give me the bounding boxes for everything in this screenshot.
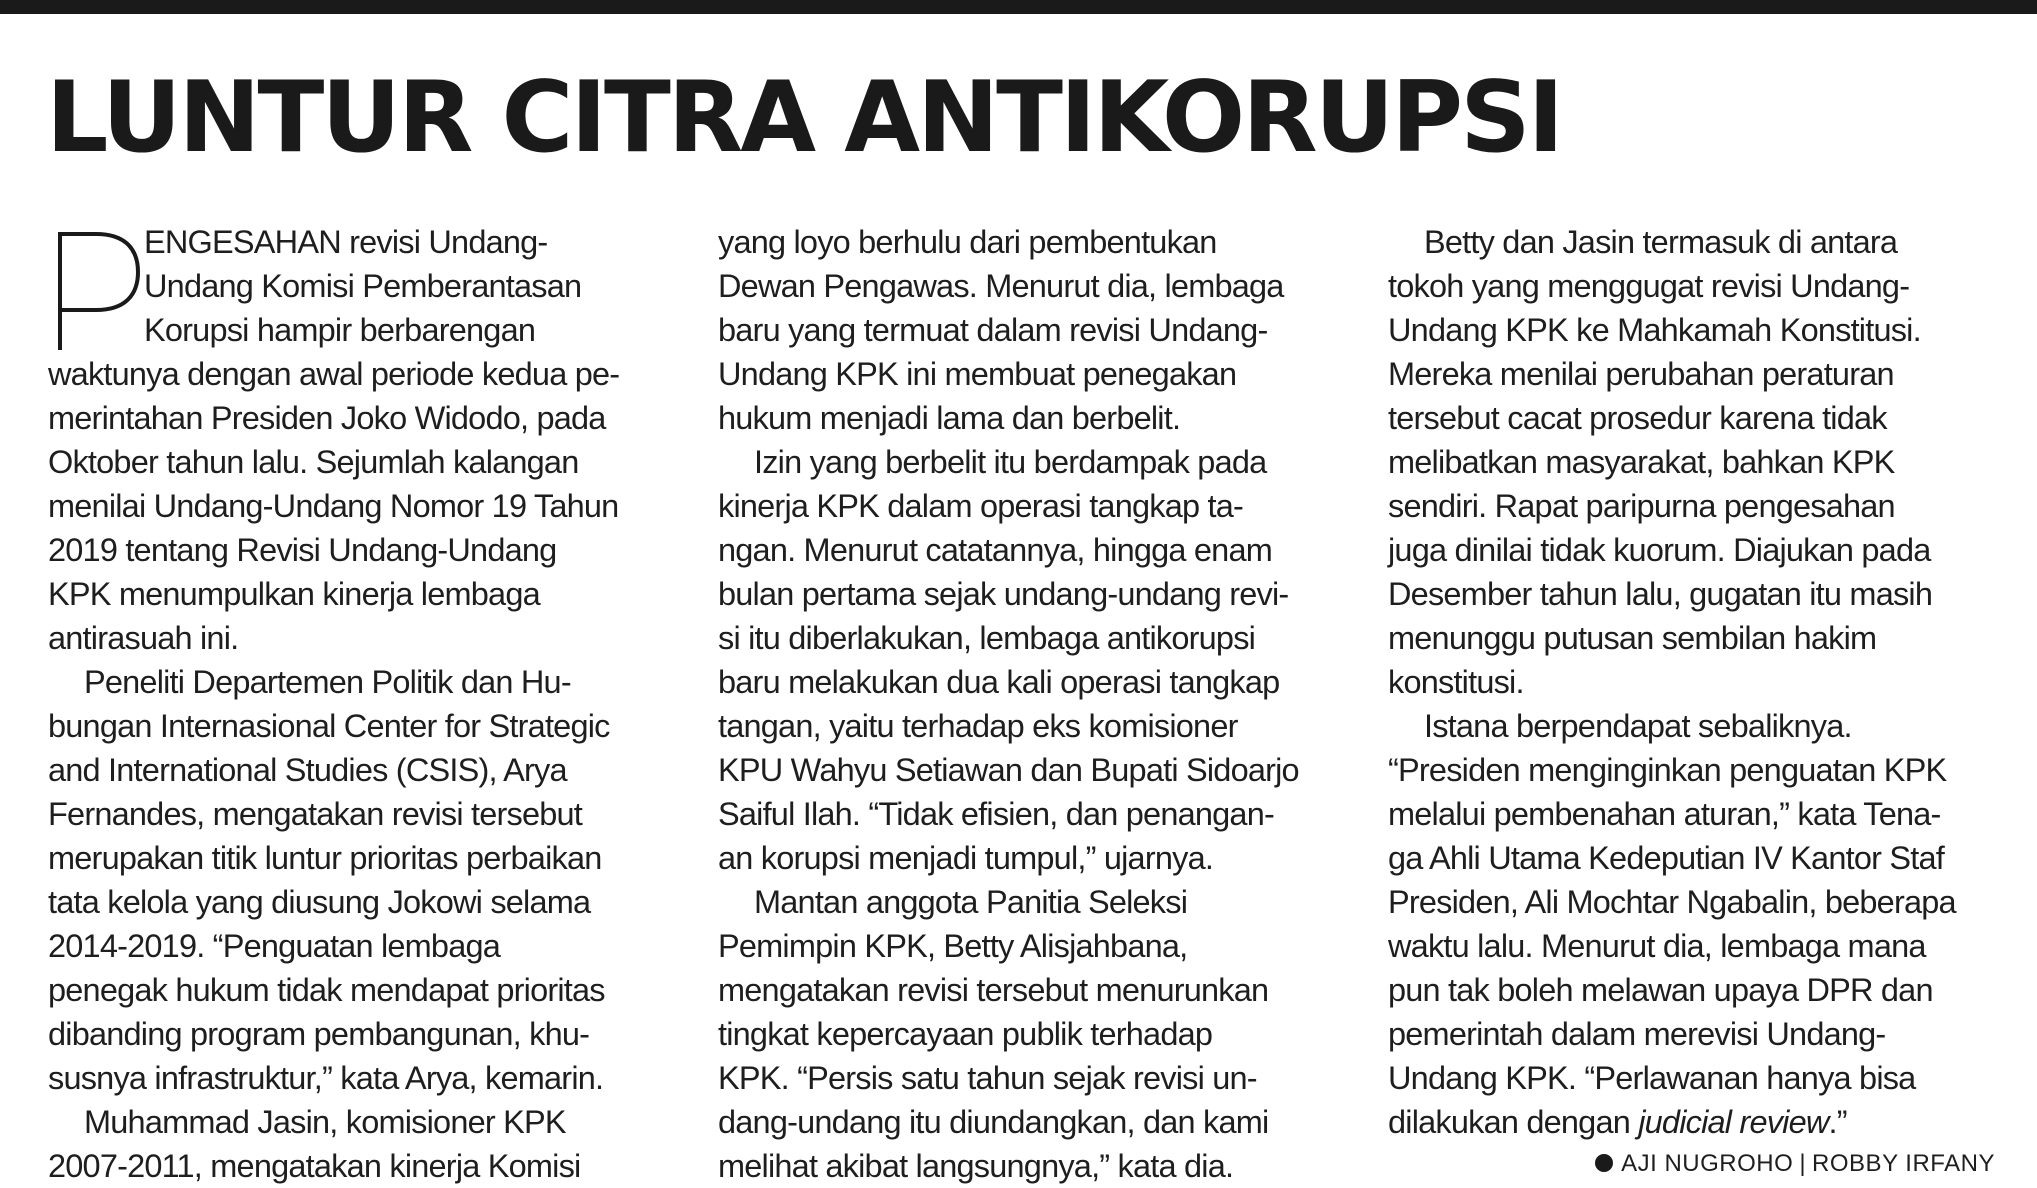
text-line: baru yang termuat dalam revisi Undang- — [718, 312, 1268, 348]
text-line: baru melakukan dua kali operasi tangkap — [718, 664, 1280, 700]
text-line: hukum menjadi lama dan berbelit. — [718, 400, 1181, 436]
text-line: bungan Internasional Center for Strategic — [48, 708, 610, 744]
text-line: Undang Komisi Pemberantasan — [144, 268, 582, 304]
text-line: mengatakan revisi tersebut menurunkan — [718, 972, 1269, 1008]
text-line: 2007-2011, mengatakan kinerja Komisi — [48, 1148, 581, 1184]
text-line: KPU Wahyu Setiawan dan Bupati Sidoarjo — [718, 752, 1299, 788]
text-line: 2014-2019. “Penguatan lembaga — [48, 928, 501, 964]
text-line: antirasuah ini. — [48, 620, 239, 656]
text-line: Peneliti Departemen Politik dan Hu- — [84, 664, 571, 700]
text-line: pemerintah dalam merevisi Undang- — [1388, 1016, 1886, 1052]
text-line: Undang KPK. “Perlawanan hanya bisa — [1388, 1060, 1916, 1096]
text-line: Oktober tahun lalu. Sejumlah kalangan — [48, 444, 579, 480]
text-line: an korupsi menjadi tumpul,” ujarnya. — [718, 840, 1214, 876]
text-line: menilai Undang-Undang Nomor 19 Tahun — [48, 488, 619, 524]
byline-separator: | — [1799, 1150, 1807, 1177]
article-column-1 — [48, 220, 668, 1188]
text-line: kinerja KPK dalam operasi tangkap ta- — [718, 488, 1244, 524]
text-line: Muhammad Jasin, komisioner KPK — [84, 1104, 566, 1140]
text-line — [1388, 1100, 1993, 1144]
text-line: konstitusi. — [1388, 664, 1524, 700]
text-line: and International Studies (CSIS), Arya — [48, 752, 567, 788]
text-line: merintahan Presiden Joko Widodo, pada — [48, 400, 606, 436]
text-line: Undang KPK ke Mahkamah Konstitusi. — [1388, 312, 1921, 348]
text-line: tangan, yaitu terhadap eks komisioner — [718, 708, 1238, 744]
text-line: melihat akibat langsungnya,” kata dia. — [718, 1148, 1234, 1184]
text-line: KPK menumpulkan kinerja lembaga — [48, 576, 540, 612]
text-line: Pemimpin KPK, Betty Alisjahbana, — [718, 928, 1188, 964]
text-line: Fernandes, mengatakan revisi tersebut — [48, 796, 583, 832]
top-rule — [0, 0, 2037, 14]
text-segment: dilakukan dengan — [1388, 1104, 1639, 1140]
text-line: Izin yang berbelit itu berdampak pada — [754, 444, 1267, 480]
text-segment: .” — [1828, 1104, 1847, 1140]
article-column-3 — [1388, 220, 1993, 1144]
text-line: dibanding program pembangunan, khu- — [48, 1016, 590, 1052]
text-line: pun tak boleh melawan upaya DPR dan — [1388, 972, 1933, 1008]
text-line: sendiri. Rapat paripurna pengesahan — [1388, 488, 1895, 524]
text-line: juga dinilai tidak kuorum. Diajukan pada — [1388, 532, 1931, 568]
text-line: ga Ahli Utama Kedeputian IV Kantor Staf — [1388, 840, 1944, 876]
article-column-2 — [718, 220, 1338, 1188]
text-line: ENGESAHAN revisi Undang- — [144, 224, 548, 260]
italic-term: judicial review — [1638, 1104, 1829, 1140]
byline-author-1: AJI NUGROHO — [1621, 1150, 1794, 1177]
text-line: Korupsi hampir berbarengan — [144, 312, 536, 348]
text-line: Saiful Ilah. “Tidak efisien, dan penangan- — [718, 796, 1274, 832]
text-line: waktunya dengan awal periode kedua pe- — [48, 356, 620, 392]
text-line: waktu lalu. Menurut dia, lembaga mana — [1388, 928, 1926, 964]
text-line: penegak hukum tidak mendapat prioritas — [48, 972, 605, 1008]
text-line: tersebut cacat prosedur karena tidak — [1388, 400, 1887, 436]
text-line: Mantan anggota Panitia Seleksi — [754, 884, 1188, 920]
text-line: Desember tahun lalu, gugatan itu masih — [1388, 576, 1933, 612]
text-line: susnya infrastruktur,” kata Arya, kemarin. — [48, 1060, 604, 1096]
text-line: tingkat kepercayaan publik terhadap — [718, 1016, 1213, 1052]
text-line: Istana berpendapat sebaliknya. — [1424, 708, 1852, 744]
dropcap-letter — [52, 230, 142, 352]
text-line: Dewan Pengawas. Menurut dia, lembaga — [718, 268, 1284, 304]
text-line: bulan pertama sejak undang-undang revi- — [718, 576, 1289, 612]
text-line: melalui pembenahan aturan,” kata Tena- — [1388, 796, 1941, 832]
headline: LUNTUR CITRA ANTIKORUPSI — [46, 61, 1562, 175]
text-line: Betty dan Jasin termasuk di antara — [1424, 224, 1898, 260]
text-line: tokoh yang menggugat revisi Undang- — [1388, 268, 1910, 304]
text-line: yang loyo berhulu dari pembentukan — [718, 224, 1217, 260]
text-line: menunggu putusan sembilan hakim — [1388, 620, 1877, 656]
text-line: tata kelola yang diusung Jokowi selama — [48, 884, 591, 920]
text-line: ngan. Menurut catatannya, hingga enam — [718, 532, 1273, 568]
text-line: Presiden, Ali Mochtar Ngabalin, beberapa — [1388, 884, 1956, 920]
text-line: KPK. “Persis satu tahun sejak revisi un- — [718, 1060, 1257, 1096]
text-line: si itu diberlakukan, lembaga antikorupsi — [718, 620, 1256, 656]
text-line: merupakan titik luntur prioritas perbaikan — [48, 840, 602, 876]
text-line: dang-undang itu diundangkan, dan kami — [718, 1104, 1269, 1140]
text-line: melibatkan masyarakat, bahkan KPK — [1388, 444, 1895, 480]
bullet-icon — [1595, 1154, 1613, 1172]
text-line: 2019 tentang Revisi Undang-Undang — [48, 532, 557, 568]
text-line: Mereka menilai perubahan peraturan — [1388, 356, 1894, 392]
byline — [1595, 1148, 1995, 1180]
text-line: “Presiden menginginkan penguatan KPK — [1388, 752, 1947, 788]
text-line: Undang KPK ini membuat penegakan — [718, 356, 1237, 392]
byline-author-2: ROBBY IRFANY — [1812, 1150, 1995, 1177]
